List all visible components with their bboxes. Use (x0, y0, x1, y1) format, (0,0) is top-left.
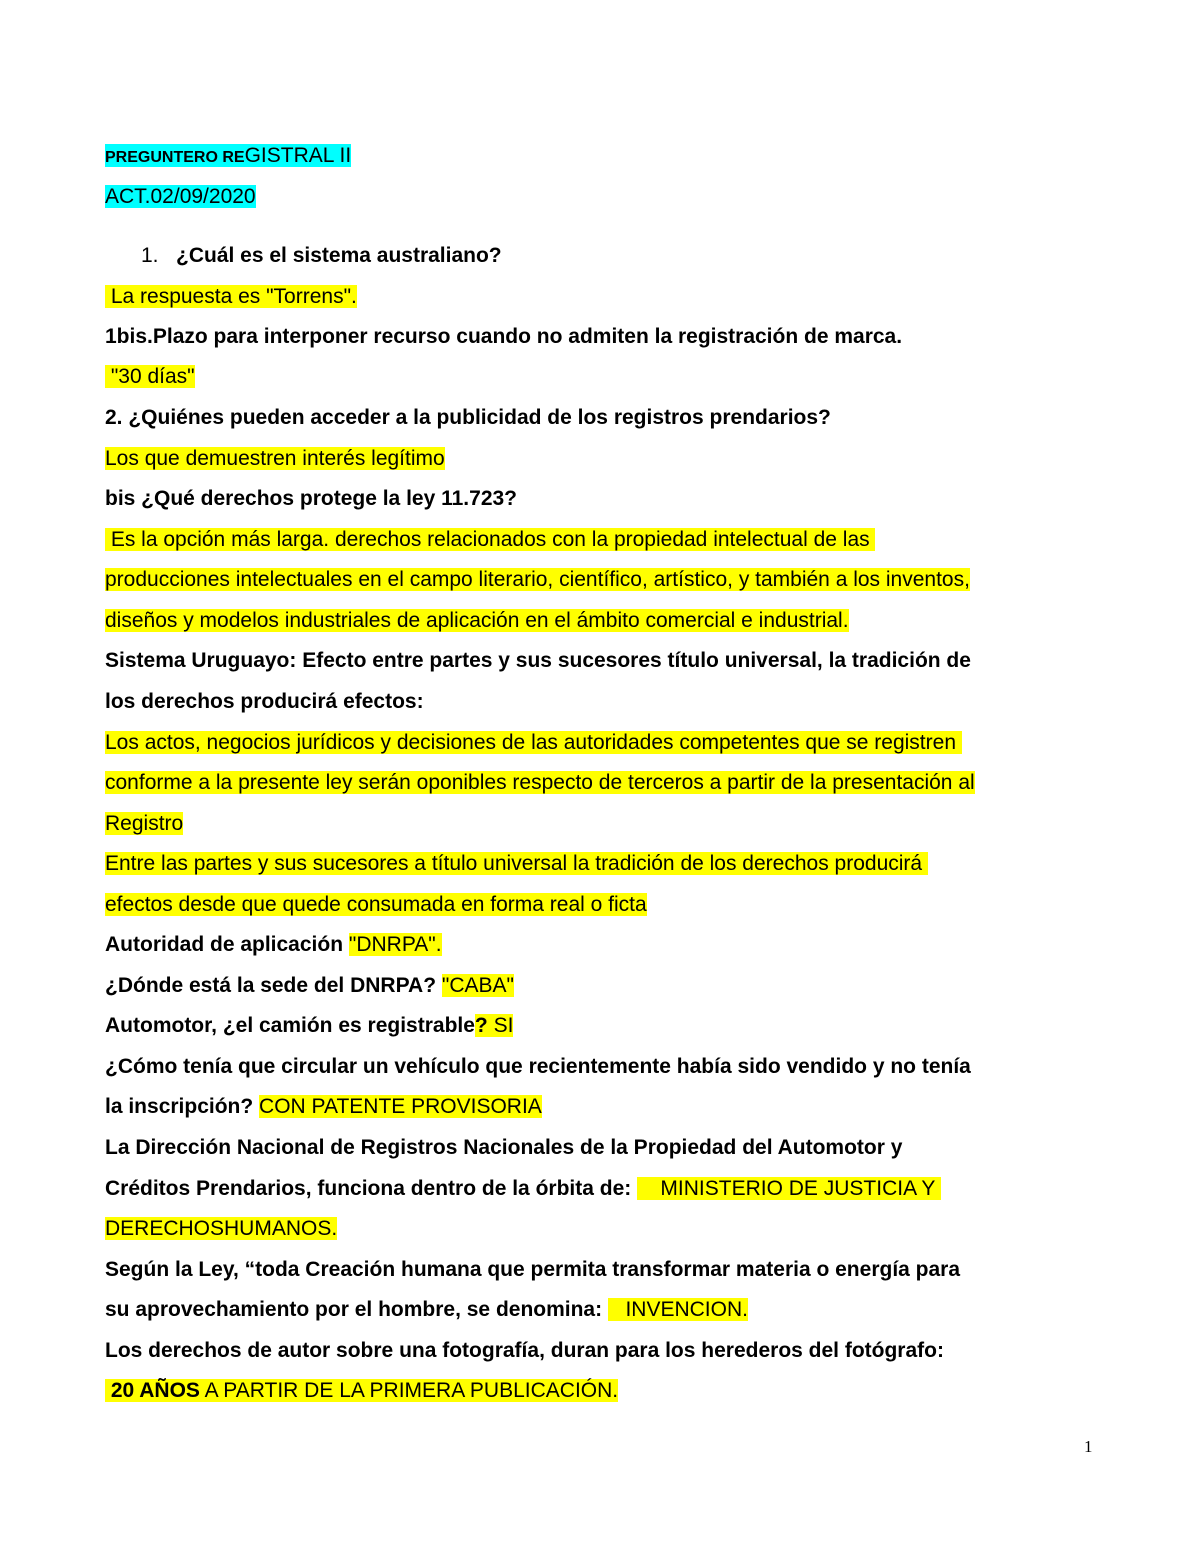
fotografia-question: Los derechos de autor sobre una fotografía, duran para los herederos del fotógrafo: (105, 1339, 944, 1362)
uruguay-answer-line: efectos desde que quede consumada en forma real o ficta (105, 893, 647, 916)
q1-answer: La respuesta es "Torrens". (105, 285, 357, 308)
title-suffix: GISTRAL II (244, 144, 352, 167)
q1-number: 1. (141, 244, 159, 267)
title-prefix: PREGUNTERO RE (105, 149, 245, 166)
circular-item: la inscripción? CON PATENTE PROVISORIA (105, 1095, 542, 1118)
q2bis-answer-line: diseños y modelos industriales de aplicación en el ámbito comercial e industrial. (105, 609, 849, 632)
page-number: 1 (1084, 1437, 1093, 1456)
q1bis-question: 1bis.Plazo para interponer recurso cuando no admiten la registración de marca. (105, 325, 903, 348)
document-title (105, 143, 351, 171)
direccion-item: Créditos Prendarios, funciona dentro de la órbita de: MINISTERIO DE JUSTICIA Y (105, 1177, 941, 1200)
q2bis-answer-line: Es la opción más larga. derechos relacionados con la propiedad intelectual de las (105, 528, 876, 551)
invencion-item: su aprovechamiento por el hombre, se denomina: INVENCION. (105, 1298, 748, 1321)
sede-item: ¿Dónde está la sede del DNRPA? "CABA" (105, 974, 514, 997)
autoridad-item: Autoridad de aplicación "DNRPA". (105, 933, 442, 956)
uruguay-answer-line: conforme a la presente ley serán oponibles respecto de terceros a partir de la presentación al (105, 771, 975, 794)
direccion-answer-line: DERECHOSHUMANOS. (105, 1217, 338, 1240)
uruguay-answer-line: Registro (105, 812, 184, 835)
camion-item: Automotor, ¿el camión es registrable? SI (105, 1014, 514, 1037)
direccion-question-line: La Dirección Nacional de Registros Nacionales de la Propiedad del Automotor y (105, 1136, 903, 1159)
uruguay-answer-line: Entre las partes y sus sucesores a título universal la tradición de los derechos producirá (105, 852, 928, 875)
fotografia-answer: 20 AÑOS A PARTIR DE LA PRIMERA PUBLICACIÓN. (105, 1379, 619, 1402)
invencion-question-line: Según la Ley, “toda Creación humana que permita transformar materia o energía para (105, 1258, 961, 1281)
uruguay-question-line: Sistema Uruguayo: Efecto entre partes y sus sucesores título universal, la tradición de (105, 649, 971, 672)
uruguay-answer-line: Los actos, negocios jurídicos y decisiones de las autoridades competentes que se registren (105, 731, 962, 754)
q2-question: 2. ¿Quiénes pueden acceder a la publicidad de los registros prendarios? (105, 406, 831, 429)
q2bis-answer-line: producciones intelectuales en el campo literario, científico, artístico, y también a los inventos, (105, 568, 970, 591)
q2bis-question: bis ¿Qué derechos protege la ley 11.723? (105, 487, 518, 510)
circular-question-line: ¿Cómo tenía que circular un vehículo que recientemente había sido vendido y no tenía (105, 1055, 971, 1078)
q1-question: ¿Cuál es el sistema australiano? (176, 244, 502, 267)
uruguay-question-line: los derechos producirá efectos: (105, 690, 424, 713)
q1bis-answer: "30 días" (105, 365, 195, 388)
document-date: ACT.02/09/2020 (105, 185, 256, 208)
q2-answer: Los que demuestren interés legítimo (105, 447, 445, 470)
